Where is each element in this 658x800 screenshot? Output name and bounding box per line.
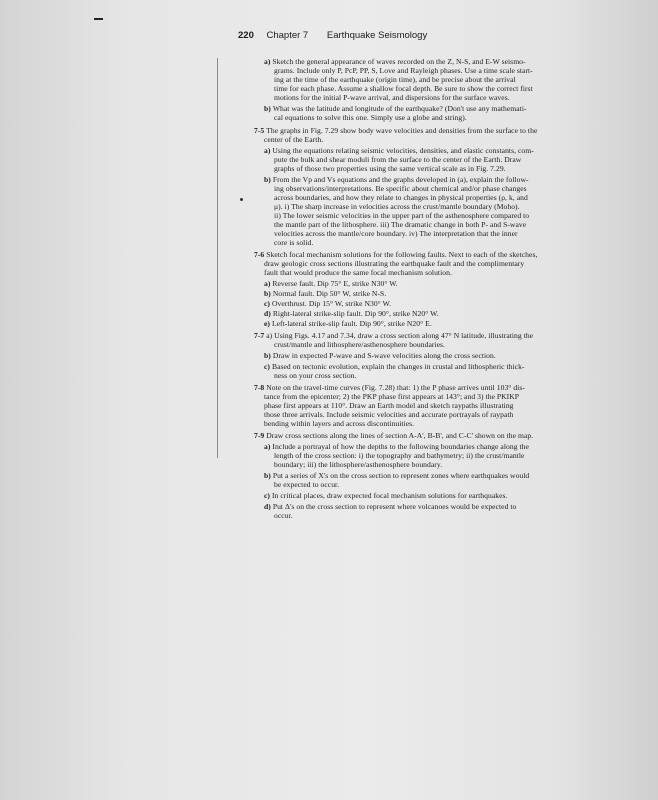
text-line bbox=[254, 251, 537, 259]
line-text: Reverse fault. Dip 75° E, strike N30° W. bbox=[272, 279, 398, 288]
text-line bbox=[264, 280, 398, 288]
text-line bbox=[264, 147, 534, 155]
line-text: Right-lateral strike-slip fault. Dip 90°, strike N20° W. bbox=[272, 309, 439, 318]
line-text: the mantle part of the lithosphere. iii) The dramatic change in both P- and S-wave bbox=[274, 220, 527, 229]
line-text: motions for the initial P-wave arrival, and dispersions for the surface waves. bbox=[274, 93, 510, 102]
line-text: Sketch focal mechanism solutions for the following faults. Next to each of the sketches, bbox=[266, 250, 538, 259]
line-text: crust/mantle and lithosphere/asthenosphere boundaries. bbox=[274, 340, 445, 349]
text-line bbox=[264, 269, 452, 277]
text-line bbox=[274, 156, 521, 164]
item-label: c) bbox=[264, 491, 272, 500]
line-text: ness on your cross section. bbox=[274, 371, 357, 380]
item-label: a) bbox=[264, 442, 273, 451]
margin-dot bbox=[240, 198, 243, 201]
line-text: ing observations/interpretations. Be specific about chemical and/or phase changes bbox=[274, 184, 527, 193]
item-label: d) bbox=[264, 502, 273, 511]
text-line bbox=[264, 105, 527, 113]
item-label: c) bbox=[264, 299, 272, 308]
text-line bbox=[274, 185, 527, 193]
text-line bbox=[264, 503, 516, 511]
text-line bbox=[264, 420, 414, 428]
item-label: 7-7 bbox=[254, 331, 267, 340]
chapter-title: Earthquake Seismology bbox=[326, 30, 428, 41]
text-line bbox=[264, 260, 524, 268]
line-text: Sketch the general appearance of waves recorded on the Z, N-S, and E-W seismo- bbox=[272, 57, 526, 66]
line-text: bending within layers and across discontinuities. bbox=[264, 419, 415, 428]
line-text: Put a series of X's on the cross section to represent zones where earthquakes would bbox=[272, 471, 530, 480]
text-line bbox=[254, 384, 525, 392]
line-text: Put Δ's on the cross section to represent where volcanoes would be expected to bbox=[272, 502, 517, 511]
line-text: tance from the epicenter; 2) the PKP phase first appears at 143°; and 3) the PKIKP bbox=[264, 392, 520, 401]
text-line bbox=[274, 481, 339, 489]
line-text: ii) The lower seismic velocities in the upper part of the asthenosphere compared to bbox=[274, 211, 530, 220]
text-line bbox=[274, 212, 529, 220]
text-line bbox=[274, 114, 467, 122]
text-line bbox=[274, 452, 524, 460]
line-text: Left-lateral strike-slip fault. Dip 90°, strike N20° E. bbox=[271, 319, 432, 328]
text-line bbox=[264, 472, 529, 480]
text-line bbox=[274, 512, 293, 520]
text-line bbox=[274, 165, 506, 173]
item-label: b) bbox=[264, 289, 273, 298]
line-text: grams. Include only P, PcP, PP, S, Love and Rayleigh phases. Use a time scale start- bbox=[274, 66, 533, 75]
line-text: Normal fault. Dip 50° W, strike N-S. bbox=[272, 289, 387, 298]
line-text: In critical places, draw expected focal mechanism solutions for earthquakes. bbox=[271, 491, 508, 500]
text-line bbox=[274, 76, 516, 84]
page-edge-mark bbox=[94, 18, 103, 20]
text-line bbox=[264, 393, 519, 401]
line-text: a) Using Figs. 4.17 and 7.34, draw a cross section along 47° N latitude, illustrating the bbox=[266, 331, 534, 340]
page-number: 220 bbox=[238, 30, 254, 41]
item-label: b) bbox=[264, 351, 273, 360]
text-line bbox=[274, 341, 445, 349]
item-label: b) bbox=[264, 175, 273, 184]
item-label: d) bbox=[264, 309, 273, 318]
line-text: pute the bulk and shear moduli from the surface to the center of the Earth. Draw bbox=[274, 155, 522, 164]
text-line bbox=[274, 221, 526, 229]
line-text: The graphs in Fig. 7.29 show body wave velocities and densities from the surface to the bbox=[266, 126, 538, 135]
text-line bbox=[274, 94, 510, 102]
text-line bbox=[254, 332, 533, 340]
line-text: fault that would produce the same focal mechanism solution. bbox=[264, 268, 452, 277]
margin-rule bbox=[217, 58, 218, 458]
text-line bbox=[264, 352, 496, 360]
text-line bbox=[274, 85, 533, 93]
text-line bbox=[274, 372, 357, 380]
item-label: 7-9 bbox=[254, 431, 267, 440]
line-text: Overthrust. Dip 15° W, strike N30° W. bbox=[271, 299, 392, 308]
line-text: Using the equations relating seismic velocities, densities, and elastic constants, com- bbox=[272, 146, 534, 155]
text-line bbox=[264, 58, 526, 66]
text-line bbox=[264, 300, 391, 308]
text-line bbox=[264, 320, 432, 328]
item-label: 7-6 bbox=[254, 250, 267, 259]
text-line bbox=[254, 432, 533, 440]
line-text: length of the cross section: i) the topography and bathymetry; ii) the crust/mantle bbox=[274, 451, 525, 460]
text-line bbox=[264, 290, 386, 298]
line-text: across boundaries, and how they relate to changes in physical properties (ρ, k, and bbox=[274, 193, 528, 202]
item-label: 7-8 bbox=[254, 383, 267, 392]
line-text: Draw cross sections along the lines of section A-A', B-B', and C-C' shown on the map. bbox=[266, 431, 534, 440]
line-text: velocities across the mantle/core boundary. iv) The interpretation that the inner bbox=[274, 229, 518, 238]
text-line bbox=[264, 176, 529, 184]
line-text: occur. bbox=[274, 511, 293, 520]
text-line bbox=[274, 461, 442, 469]
text-line bbox=[264, 310, 439, 318]
text-line bbox=[264, 411, 513, 419]
item-label: a) bbox=[264, 279, 273, 288]
line-text: time for each phase. Assume a shallow focal depth. Be sure to show the correct first bbox=[274, 84, 533, 93]
text-line bbox=[274, 230, 518, 238]
line-text: Based on tectonic evolution, explain the changes in crustal and lithospheric thick- bbox=[271, 362, 525, 371]
line-text: draw geologic cross sections illustrating the earthquake fault and the complimentary bbox=[264, 259, 525, 268]
line-text: graphs of those two properties using the same vertical scale as in Fig. 7.29. bbox=[274, 164, 506, 173]
line-text: phase first appears at 110°. Draw an Earth model and sketch raypaths illustrating bbox=[264, 401, 514, 410]
line-text: What was the latitude and longitude of the earthquake? (Don't use any mathemati- bbox=[272, 104, 527, 113]
item-label: b) bbox=[264, 471, 273, 480]
line-text: cal equations to solve this one. Simply use a globe and string). bbox=[274, 113, 467, 122]
text-line bbox=[264, 136, 323, 144]
line-text: Include a portrayal of how the depths to the following boundaries change along the bbox=[272, 442, 529, 451]
line-text: ing at the time of the earthquake (origin time), and be precise about the arrival bbox=[274, 75, 516, 84]
item-label: c) bbox=[264, 362, 272, 371]
text-line bbox=[274, 194, 528, 202]
line-text: be expected to occur. bbox=[274, 480, 340, 489]
line-text: center of the Earth. bbox=[264, 135, 324, 144]
line-text: μ). i) The sharp increase in velocities across the crust/mantle boundary (Moho). bbox=[274, 202, 520, 211]
running-header bbox=[238, 30, 437, 41]
chapter-label: Chapter 7 bbox=[266, 30, 309, 41]
text-line bbox=[264, 363, 525, 371]
item-label: b) bbox=[264, 104, 273, 113]
line-text: core is solid. bbox=[274, 238, 314, 247]
line-text: those three arrivals. Include seismic velocities and accurate portrayals of raypath bbox=[264, 410, 514, 419]
text-line bbox=[274, 203, 520, 211]
text-line bbox=[264, 402, 514, 410]
text-line bbox=[264, 492, 507, 500]
item-label: a) bbox=[264, 57, 273, 66]
item-label: e) bbox=[264, 319, 272, 328]
line-text: Draw in expected P-wave and S-wave velocities along the cross section. bbox=[272, 351, 496, 360]
item-label: 7-5 bbox=[254, 126, 267, 135]
text-line bbox=[274, 239, 313, 247]
line-text: boundary; iii) the lithosphere/asthenosphere boundary. bbox=[274, 460, 443, 469]
item-label: a) bbox=[264, 146, 273, 155]
text-line bbox=[274, 67, 533, 75]
text-line bbox=[254, 127, 537, 135]
line-text: Note on the travel-time curves (Fig. 7.28) that: 1) the P phase arrives until 103° dis- bbox=[266, 383, 525, 392]
text-line bbox=[264, 443, 529, 451]
line-text: From the Vp and Vs equations and the graphs developed in (a), explain the follow- bbox=[272, 175, 529, 184]
